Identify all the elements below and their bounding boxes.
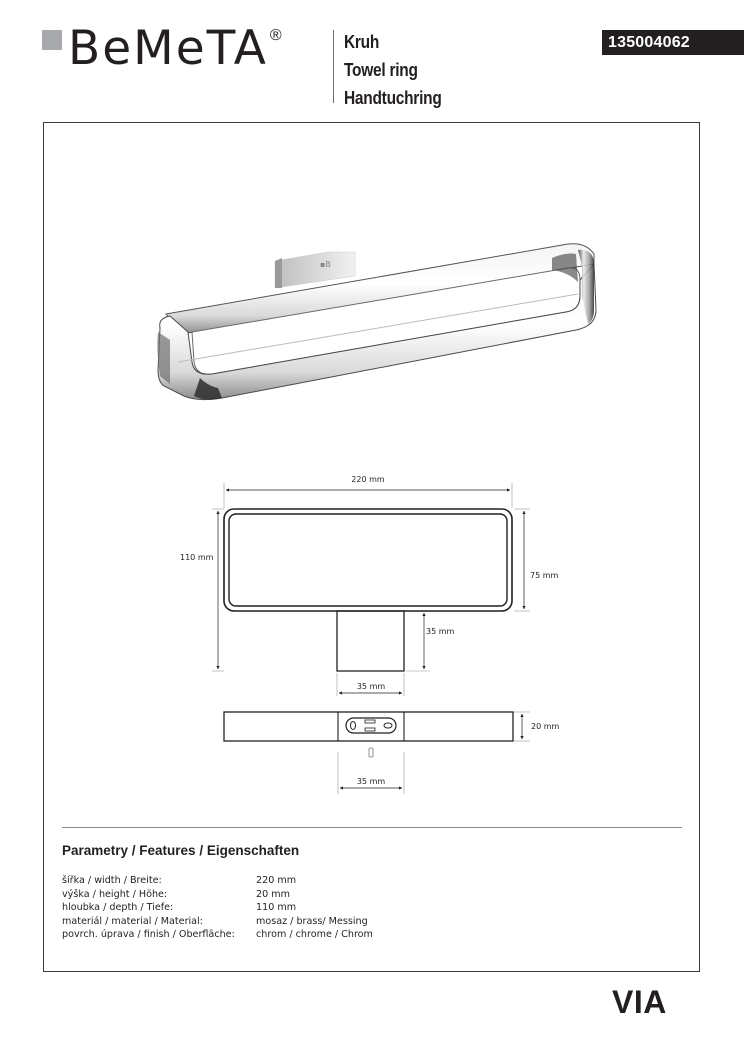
header-divider [333, 30, 334, 103]
feature-row-height [62, 888, 373, 902]
feature-value: chrom / chrome / Chrom [256, 929, 373, 941]
feature-label: šířka / width / Breite: [62, 875, 162, 886]
title-english: Towel ring [344, 60, 418, 80]
feature-value: 110 mm [256, 902, 297, 914]
height-label: 20 mm [531, 722, 560, 731]
bracket-depth-label: 35 mm [426, 627, 455, 636]
bracket-width-label: 35 mm [356, 682, 386, 691]
logo-square-icon [42, 30, 62, 50]
width-dimension-label: 220 mm [351, 475, 385, 484]
title-german: Handtuchring [344, 88, 442, 108]
feature-value: mosaz / brass/ Messing [256, 915, 368, 927]
product-title-block [344, 28, 457, 112]
feature-row-finish [62, 928, 373, 942]
side-bracket-width-label: 35 mm [356, 777, 386, 786]
ring-depth-label: 75 mm [530, 571, 559, 580]
features-table [62, 874, 373, 942]
feature-row-material [62, 915, 373, 929]
features-title: Parametry / Features / Eigenschaften [62, 843, 300, 858]
wall-bracket [275, 252, 355, 288]
feature-label: povrch. úprava / finish / Oberfläche: [62, 929, 235, 941]
feature-label: hloubka / depth / Tiefe: [62, 902, 174, 914]
title-czech: Kruh [344, 32, 380, 52]
brand-logo [42, 21, 282, 76]
product-series: VIA [612, 984, 667, 1020]
feature-value: 20 mm [256, 888, 290, 900]
features-divider [62, 827, 682, 828]
total-depth-label: 110 mm [180, 553, 214, 562]
registered-mark: ® [269, 27, 282, 44]
feature-label: výška / height / Höhe: [62, 888, 168, 900]
feature-row-depth [62, 901, 373, 915]
product-photo [148, 236, 604, 426]
brand-name: BeMeTA [68, 21, 268, 76]
feature-label: materiál / material / Material: [62, 915, 203, 927]
feature-row-width [62, 874, 373, 888]
product-code-badge: 135004062 [602, 30, 744, 55]
feature-value: 220 mm [256, 875, 297, 886]
svg-text:▪B: ▪B [320, 260, 331, 269]
